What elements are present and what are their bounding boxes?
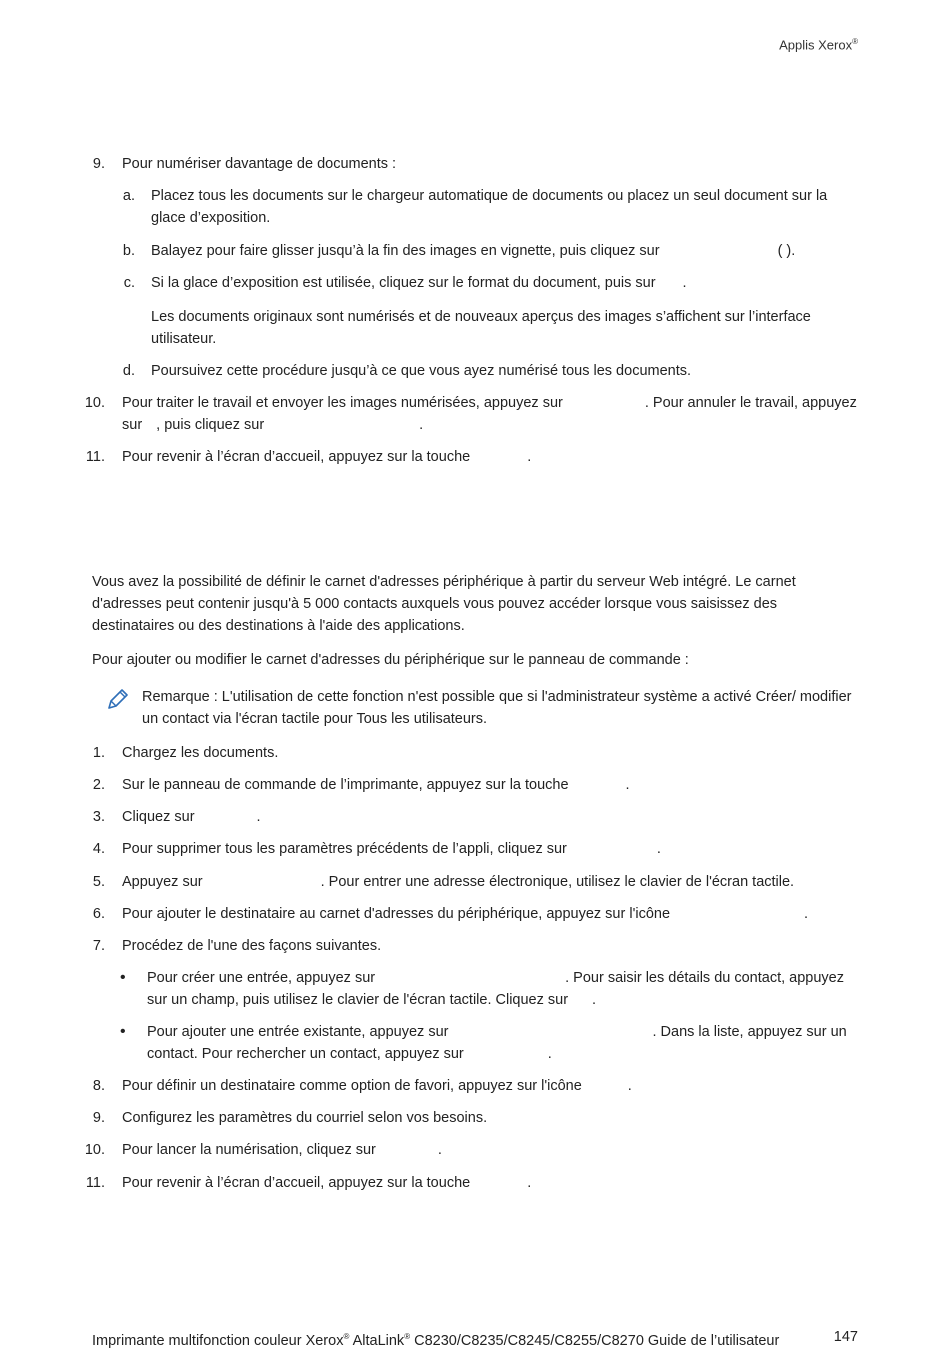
header-registered-mark: ® [852,37,858,46]
step-number: 11. [85,1175,105,1191]
step-text: Procédez de l'une des façons suivantes. [122,938,382,954]
substep-text: Balayez pour faire glisser jusqu’à la fin des images en vignette, puis cliquez sur ( ). [151,243,796,259]
step-number: 8. [92,1078,105,1094]
substep-text: Si la glace d’exposition est utilisée, cliquez sur le format du document, puis sur . [151,275,687,291]
bullet-text: Pour ajouter une entrée existante, appuyez sur . Dans la liste, appuyez sur un contact. Pour rechercher un contact, appuyez sur . [147,1024,847,1062]
substep-letter: c. [123,275,135,291]
step-text: Pour ajouter le destinataire au carnet d'adresses du périphérique, appuyez sur l'icône . [122,906,809,922]
step-text: Pour supprimer tous les paramètres précédents de l’appli, cliquez sur . [122,841,661,857]
step-number: 2. [92,777,105,793]
step-text: Pour revenir à l’écran d’accueil, appuyez sur la touche . [122,1175,532,1191]
result-text: Les documents originaux sont numérisés et de nouveaux aperçus des images s’affichent sur l’interface utilisateur. [151,309,811,347]
step-text: Cliquez sur . [122,809,261,825]
step-text: Configurez les paramètres du courriel selon vos besoins. [122,1110,488,1126]
step-text: Pour traiter le travail et envoyer les images numérisées, appuyez sur . Pour annuler le travail, appuyez sur , puis cliquez sur . [122,395,857,433]
step-text: Appuyez sur . Pour entrer une adresse électronique, utilisez le clavier de l'écran tactile. [122,874,795,890]
page-footer: Imprimante multifonction couleur Xerox® AltaLink® C8230/C8235/C8245/C8255/C8270 Guide de l’utilisateur [92,1332,780,1349]
step-number: 5. [92,874,105,890]
step-number: 6. [92,906,105,922]
lead-paragraph: Pour ajouter ou modifier le carnet d'adresses du périphérique sur le panneau de commande : [92,652,689,668]
note-text: Remarque : L'utilisation de cette fonction n'est possible que si l'administrateur système a activé Créer/ modifier un contact via l'écran tactile pour Tous les utilisateurs. [142,689,852,727]
intro-paragraph: Vous avez la possibilité de définir le carnet d'adresses périphérique à partir du serveur Web intégré. Le carnet d'adresses peut contenir jusqu'à 5 000 contacts auxquels vous pouvez accéder lorsque vous saisissez des destinataires ou des destinations à l'aide des applications. [92,574,796,634]
substep-text: Placez tous les documents sur le chargeur automatique de documents ou placez un seul document sur la glace d’exposition. [151,188,828,226]
page-number: 147 [833,1329,858,1345]
substep-text: Poursuivez cette procédure jusqu’à ce que vous ayez numérisé tous les documents. [151,363,692,379]
step-number: 10. [84,1142,105,1158]
step-number: 4. [92,841,105,857]
step-text: Sur le panneau de commande de l’imprimante, appuyez sur la touche . [122,777,630,793]
substep-letter: d. [122,363,135,379]
pencil-note-icon [103,686,131,714]
substep-letter: a. [122,188,135,204]
bullet-text: Pour créer une entrée, appuyez sur . Pour saisir les détails du contact, appuyez sur un champ, puis utilisez le clavier de l'écran tactile. Cliquez sur . [147,970,844,1008]
step-number: 7. [92,938,105,954]
step-number: 9. [92,156,105,172]
step-number: 1. [92,745,105,761]
step-text: Pour numériser davantage de documents : [122,156,397,172]
step-number: 9. [92,1110,105,1126]
bullet-mark: • [120,1023,126,1040]
step-number: 11. [85,449,105,465]
step-number: 3. [92,809,105,825]
substep-letter: b. [122,243,135,259]
step-text: Pour définir un destinataire comme option de favori, appuyez sur l'icône . [122,1078,632,1094]
step-number: 10. [84,395,105,411]
running-header [779,31,858,56]
bullet-mark: • [120,969,126,986]
step-text: Pour lancer la numérisation, cliquez sur . [122,1142,442,1158]
step-text: Chargez les documents. [122,745,279,761]
step-text: Pour revenir à l’écran d’accueil, appuyez sur la touche . [122,449,532,465]
header-title: Applis Xerox [779,37,853,53]
